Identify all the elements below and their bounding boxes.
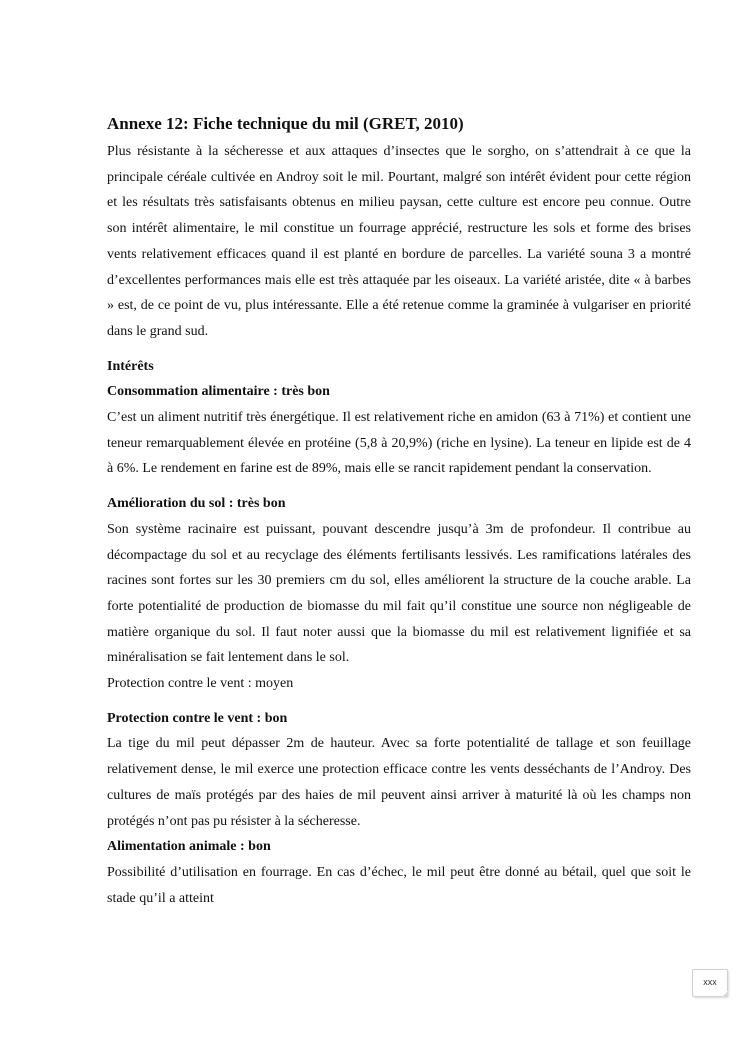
page-number-tag: xxx: [692, 969, 728, 997]
section-body-consommation: C’est un aliment nutritif très énergétique. Il est relativement riche en amidon (63 à 71%) et contient une teneur remarquablement élevée en protéine (5,8 à 20,9%) (riche en lysine). La teneur en lipide est de 4 à 6%. Le rendement en farine est de 89%, mais elle se rancit rapidement pendant la conservation.: [107, 410, 691, 477]
section-heading-protection: Protection contre le vent : bon: [107, 710, 288, 726]
interets-heading: Intérêts: [107, 358, 154, 374]
page-title: Annexe 12: Fiche technique du mil (GRET, 2010): [107, 114, 464, 133]
section-body-amelioration: Son système racinaire est puissant, pouvant descendre jusqu’à 3m de profondeur. Il contribue au décompactage du sol et au recyclage des éléments fertilisants lessivés. Les ramifications latérales des racines sont fortes sur les 30 premiers cm du sol, elles améliorent la structure de la couche arable. La forte potentialité de production de biomasse du mil fait qu’il constitue une source non négligeable de matière organique du sol. Il faut noter aussi que la biomasse du mil est relativement lignifiée et sa minéralisation se fait lentement dans le sol.: [107, 521, 691, 666]
section-body-alimentation: Possibilité d’utilisation en fourrage. En cas d’échec, le mil peut être donné au bétail, quel que soit le stade qu’il a atteint: [107, 864, 691, 906]
section-heading-consommation: Consommation alimentaire : très bon: [107, 384, 330, 400]
section-heading-amelioration: Amélioration du sol : très bon: [107, 496, 286, 512]
section-body-protection: La tige du mil peut dépasser 2m de hauteur. Avec sa forte potentialité de tallage et son feuillage relativement dense, le mil exerce une protection efficace contre les vents desséchants de l’Androy. Des cultures de maïs protégés par des haies de mil peuvent ainsi arriver à maturité là où les champs non protégés n’ont pas pu résister à la sécheresse.: [107, 736, 691, 829]
intro-paragraph: Plus résistante à la sécheresse et aux attaques d’insectes que le sorgho, on s’attendrait à ce que la principale céréale cultivée en Androy soit le mil. Pourtant, malgré son intérêt évident pour cette région et les résultats très satisfaisants obtenus en milieu paysan, cette culture est encore peu connue. Outre son intérêt alimentaire, le mil constitue un fourrage apprécié, restructure les sols et forme des brises vents relativement efficaces quand il est planté en bordure de parcelles. La variété souna 3 a montré d’excellentes performances mais elle est très attaquée par les oiseaux. La variété aristée, dite « à barbes » est, de ce point de vu, plus intéressante. Elle a été retenue comme la graminée à vulgariser en priorité dans le grand sud.: [107, 144, 691, 339]
section-extra-amelioration: Protection contre le vent : moyen: [107, 676, 294, 692]
document-page: [107, 113, 691, 911]
section-heading-alimentation: Alimentation animale : bon: [107, 839, 271, 855]
